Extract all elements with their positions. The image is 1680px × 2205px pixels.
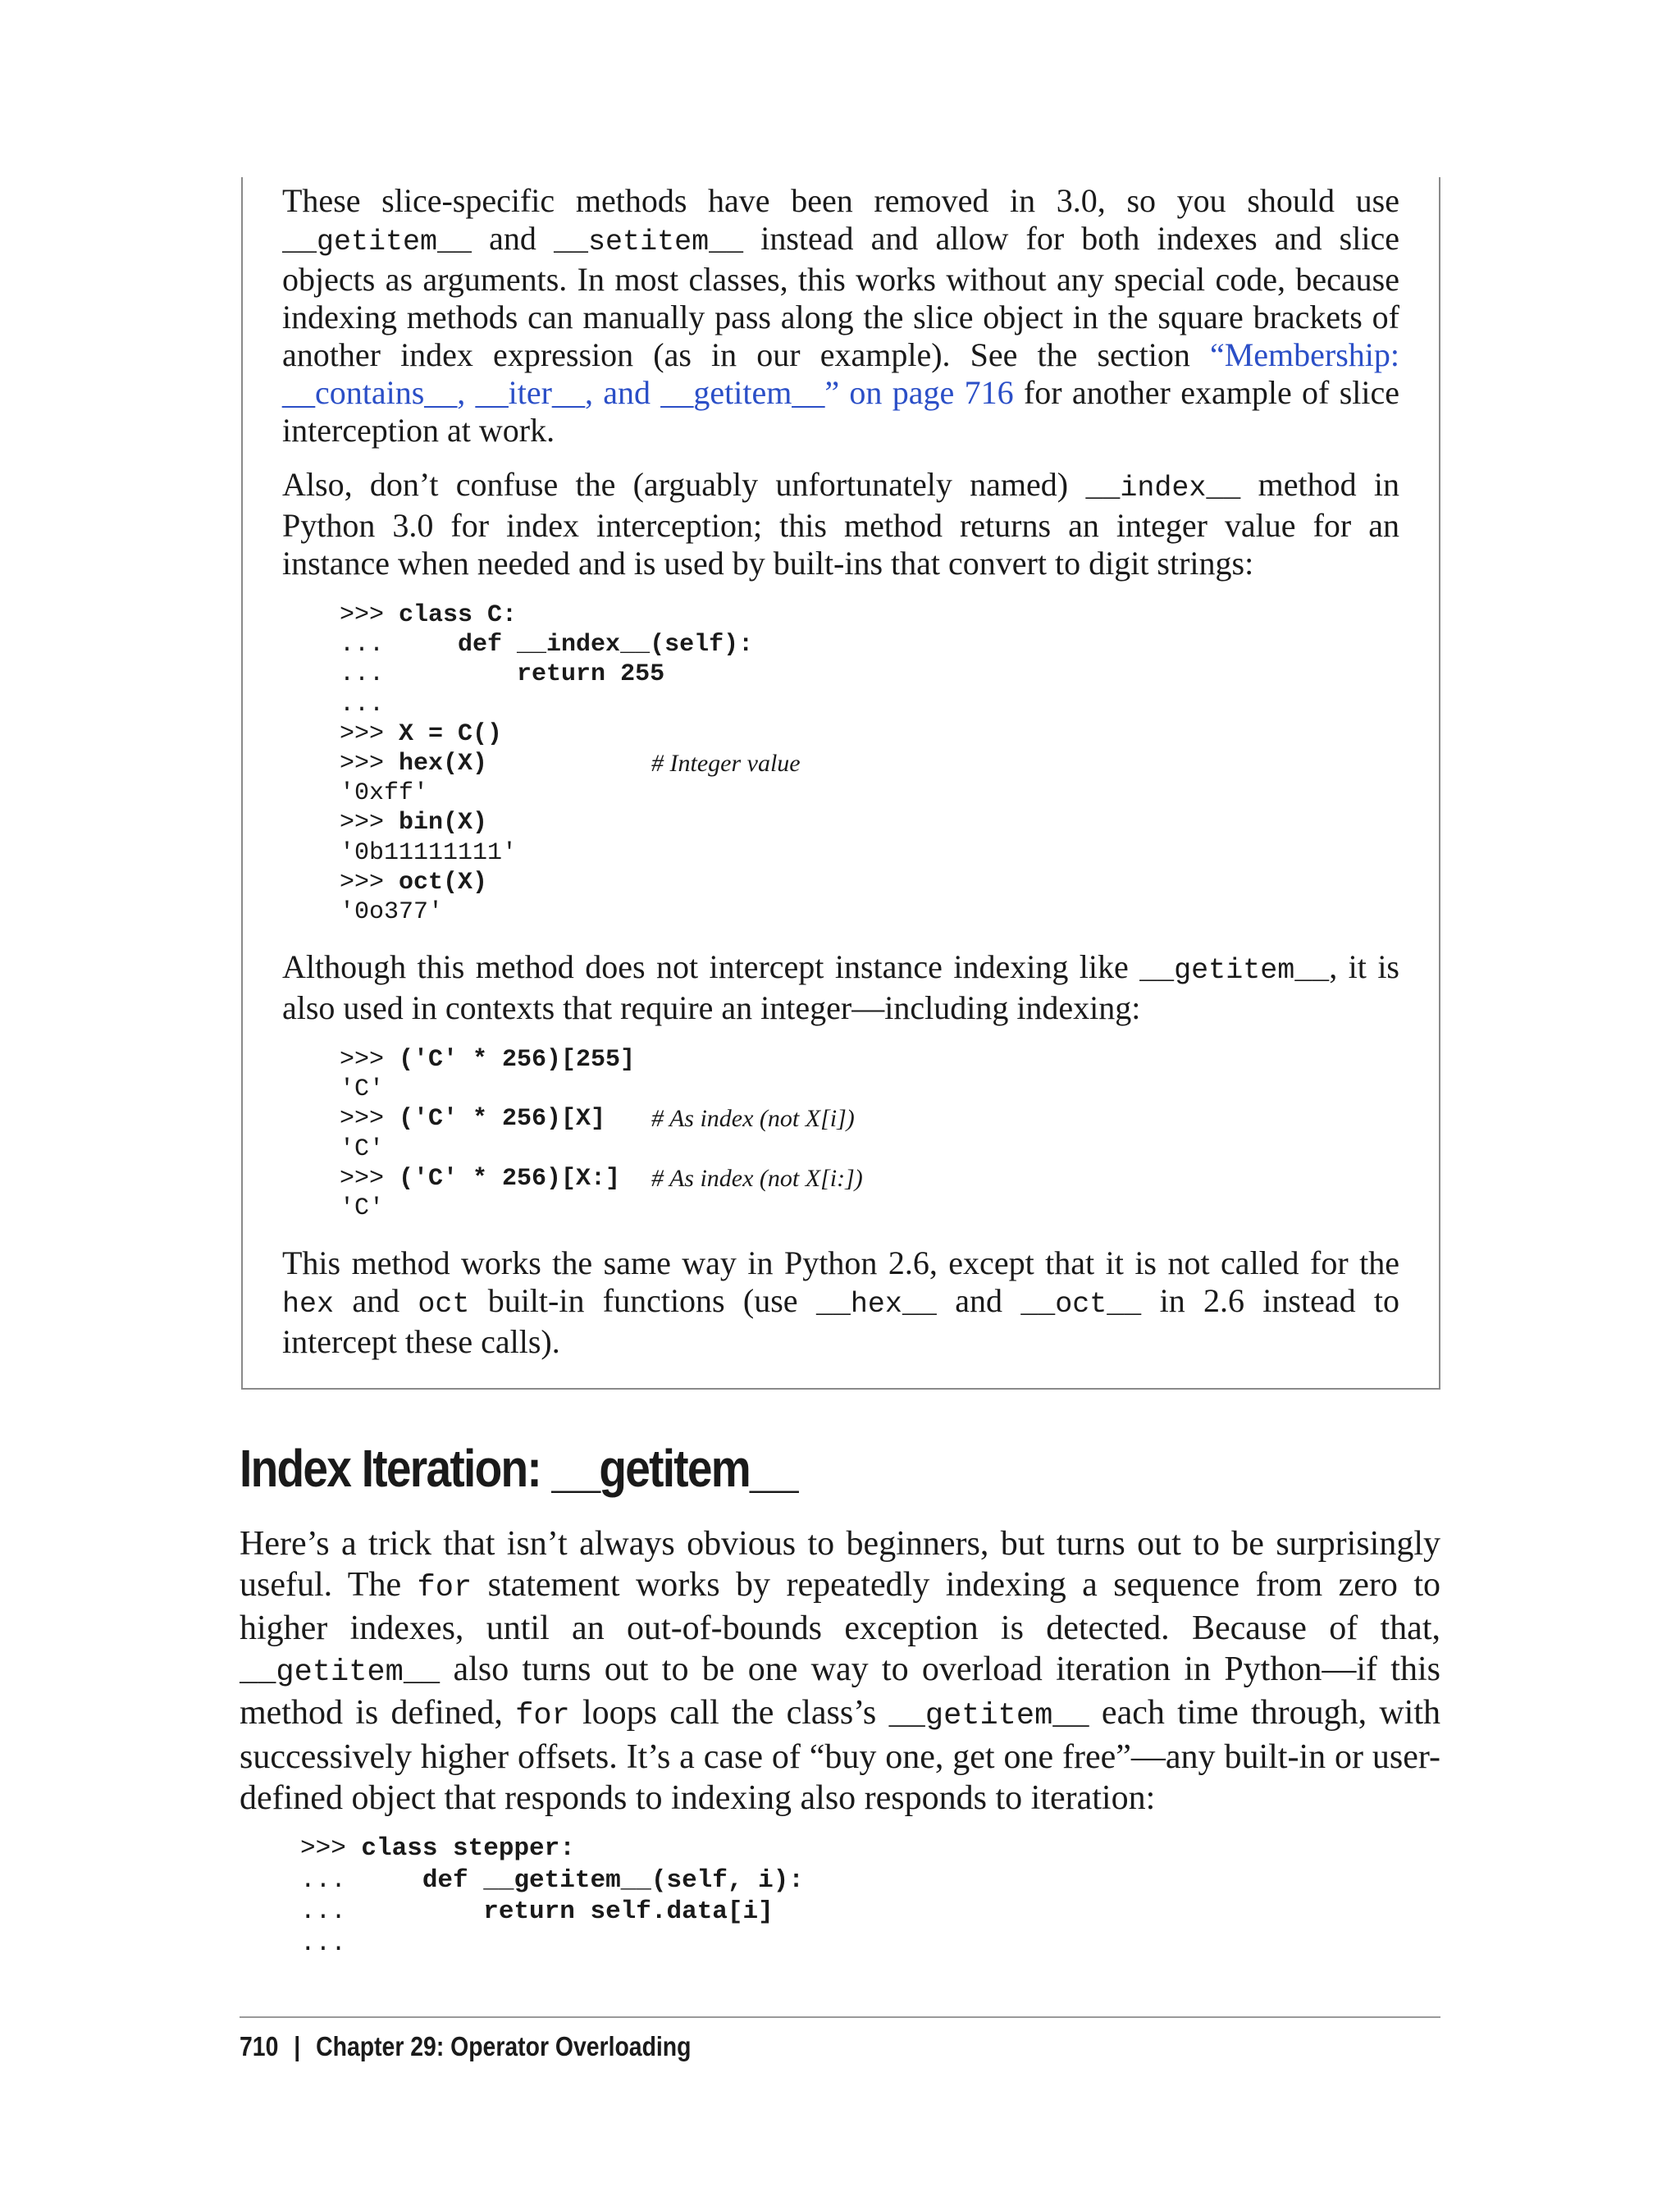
inline-code: oct bbox=[418, 1288, 470, 1322]
code-line bbox=[340, 808, 1399, 838]
section-paragraph bbox=[240, 1524, 1440, 1819]
code-text: ('C' * 256)[X] bbox=[399, 1105, 606, 1134]
code-prompt: ... bbox=[300, 1929, 346, 1958]
code-prompt: >>> bbox=[340, 809, 399, 838]
inline-code: hex bbox=[282, 1288, 335, 1322]
sidebar-box bbox=[241, 177, 1440, 1390]
code-line bbox=[300, 1865, 1440, 1897]
code-line bbox=[340, 1075, 1399, 1104]
section-body bbox=[240, 1524, 1440, 1960]
code-line bbox=[300, 1833, 1440, 1865]
text-run: Although this method does not intercept instance indexing like bbox=[282, 948, 1140, 986]
text-run: These slice-specific methods have been removed in 3.0, so you should use bbox=[282, 182, 1399, 219]
text-run: and bbox=[472, 220, 555, 257]
code-comment: # As index (not X[i:]) bbox=[651, 1164, 863, 1192]
sidebar-paragraph-3 bbox=[282, 948, 1399, 1027]
code-prompt: >>> bbox=[340, 719, 399, 748]
code-line bbox=[340, 690, 1399, 719]
footer-rule bbox=[240, 2016, 1440, 2018]
page-number: 710 bbox=[240, 2031, 279, 2061]
code-prompt: ... bbox=[340, 631, 459, 660]
code-line bbox=[340, 778, 1399, 808]
code-text: class stepper: bbox=[361, 1834, 575, 1864]
code-line bbox=[340, 660, 1399, 689]
text-run: and bbox=[936, 1282, 1021, 1320]
code-text: return self.data[i] bbox=[483, 1897, 774, 1927]
text-run: , it is also used in contexts that require an integer—including indexing: bbox=[282, 948, 1399, 1027]
inline-code: __getitem__ bbox=[282, 226, 472, 258]
sidebar-paragraph-1 bbox=[282, 182, 1399, 450]
inline-code: for bbox=[417, 1570, 472, 1605]
inline-code: __getitem__ bbox=[1139, 954, 1330, 988]
code-example-indexing bbox=[340, 1045, 1399, 1223]
code-prompt: 'C' bbox=[340, 1194, 385, 1222]
code-text: X = C() bbox=[399, 719, 503, 748]
chapter-title: Chapter 29: Operator Overloading bbox=[316, 2031, 692, 2061]
code-text: ('C' * 256)[255] bbox=[399, 1046, 636, 1075]
code-line bbox=[340, 868, 1399, 897]
code-prompt: ... bbox=[340, 660, 518, 689]
text-run: in 2.6 instead to intercept these calls). bbox=[282, 1282, 1399, 1361]
code-comment: # As index (not X[i]) bbox=[651, 1105, 855, 1133]
code-example-index bbox=[340, 600, 1399, 927]
code-text: oct(X) bbox=[399, 868, 488, 897]
code-line bbox=[300, 1897, 1440, 1929]
code-prompt: ... bbox=[340, 690, 385, 719]
code-text: def __index__(self): bbox=[458, 631, 754, 660]
text-run: loops call the class’s bbox=[569, 1694, 889, 1732]
code-prompt: ... bbox=[300, 1865, 422, 1895]
text-run: also turns out to be one way to overload iteration in Python—if this method is defined, bbox=[240, 1650, 1440, 1732]
code-line bbox=[340, 897, 1399, 927]
code-prompt: 'C' bbox=[340, 1134, 385, 1163]
inline-code: __oct__ bbox=[1020, 1288, 1142, 1322]
inline-code: __hex__ bbox=[815, 1288, 937, 1322]
code-line bbox=[340, 1045, 1399, 1075]
code-prompt: 'C' bbox=[340, 1075, 385, 1104]
code-text: hex(X) bbox=[399, 749, 488, 778]
code-line bbox=[340, 719, 1399, 749]
inline-code: __setitem__ bbox=[554, 226, 744, 258]
code-line bbox=[300, 1929, 1440, 1961]
code-prompt: '0o377' bbox=[340, 897, 444, 926]
code-example-stepper bbox=[300, 1833, 1440, 1960]
code-line bbox=[340, 1194, 1399, 1223]
code-prompt: '0xff' bbox=[340, 779, 429, 808]
text-run: This method works the same way in Python 2.6, except that it is not called for the bbox=[282, 1244, 1399, 1282]
inline-code: __getitem__ bbox=[888, 1699, 1089, 1734]
code-prompt: >>> bbox=[340, 868, 399, 897]
code-text: def __getitem__(self, i): bbox=[422, 1865, 804, 1895]
text-run: each time through, with successively higher offsets. It’s a case of “buy one, get one free”—any built-in or user-defined object that responds to indexing also responds to iteration: bbox=[240, 1694, 1440, 1817]
code-prompt: '0b11111111' bbox=[340, 838, 518, 867]
sidebar-paragraph-2 bbox=[282, 466, 1399, 582]
code-line bbox=[340, 1134, 1399, 1164]
inline-code: __index__ bbox=[1085, 472, 1241, 504]
code-prompt: >>> bbox=[340, 1164, 399, 1193]
text-run: and bbox=[334, 1282, 418, 1320]
code-prompt: >>> bbox=[340, 1046, 399, 1075]
code-line bbox=[340, 749, 1399, 778]
inline-code: __getitem__ bbox=[240, 1655, 441, 1690]
code-prompt: >>> bbox=[340, 601, 399, 629]
cross-reference-link[interactable]: “Membership: __contains__, __iter__, and __getitem__” on page 716 bbox=[282, 336, 1399, 411]
section-heading: Index Iteration: __getitem__ bbox=[240, 1439, 797, 1498]
code-line bbox=[340, 630, 1399, 660]
text-run: Here’s a trick that isn’t always obvious to beginners, but turns out to be surprisingly useful. The bbox=[240, 1525, 1440, 1604]
text-run: method in Python 3.0 for index interception; this method returns an integer value for an instance when needed and is used by built-ins that convert to digit strings: bbox=[282, 466, 1399, 582]
code-line bbox=[340, 1104, 1399, 1134]
code-text: bin(X) bbox=[399, 809, 488, 838]
code-prompt: >>> bbox=[340, 749, 399, 778]
code-text: ('C' * 256)[X:] bbox=[399, 1164, 621, 1193]
sidebar-paragraph-4 bbox=[282, 1244, 1399, 1361]
code-line bbox=[340, 1164, 1399, 1194]
sidebar-content bbox=[282, 177, 1399, 1361]
text-run: built-in functions (use bbox=[469, 1282, 816, 1320]
code-comment: # Integer value bbox=[651, 749, 801, 777]
code-text: class C: bbox=[399, 601, 518, 629]
text-run: instead and allow for both indexes and slice objects as arguments. In most classes, this works without any special code, because indexing methods can manually pass along the slice object in the square brackets of another index expression (as in our example). See the section bbox=[282, 220, 1399, 373]
code-prompt: ... bbox=[300, 1897, 484, 1927]
code-prompt: >>> bbox=[300, 1834, 362, 1864]
text-run: for another example of slice interception at work. bbox=[282, 374, 1399, 449]
footer-separator: | bbox=[294, 2031, 301, 2061]
text-run: statement works by repeatedly indexing a sequence from zero to higher indexes, until an out-of-bounds exception is detected. Because of that, bbox=[240, 1565, 1440, 1648]
code-line bbox=[340, 600, 1399, 630]
text-run: Also, don’t confuse the (arguably unfortunately named) bbox=[282, 466, 1086, 503]
inline-code: for bbox=[515, 1699, 570, 1734]
page-footer bbox=[240, 2029, 691, 2064]
code-line bbox=[340, 838, 1399, 868]
code-prompt: >>> bbox=[340, 1105, 399, 1134]
code-text: return 255 bbox=[517, 660, 665, 689]
